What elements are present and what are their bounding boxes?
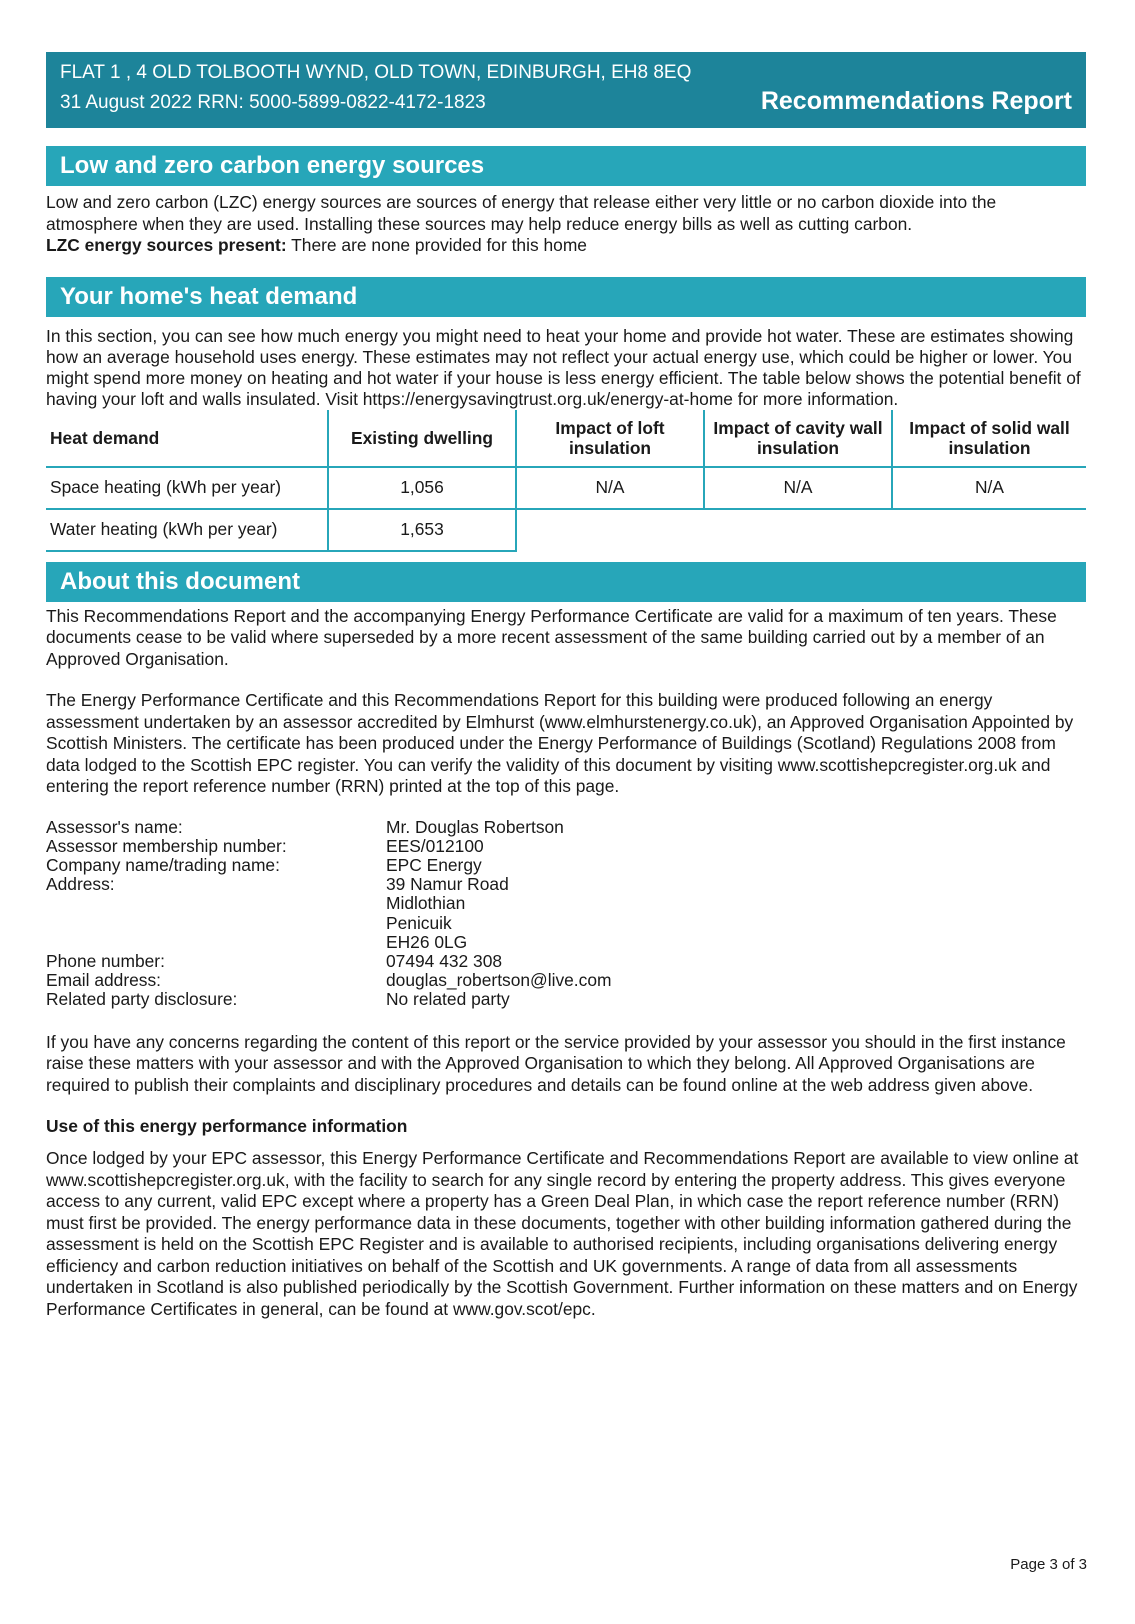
about-para-assessment: The Energy Performance Certificate and this Recommendations Report for this building were produced following an energy assessment undertaken by an assessor accredited by Elmhurst (www.elmhurstenergy.co.uk), an Approved Organisation Appointed by Scottish Ministers. The certificate has been produced under the Energy Performance of Buildings (Scotland) Regulations 2008 from data lodged to the Scottish EPC register. You can verify the validity of this document by visiting www.scottishepcregister.org.uk and entering the report reference number (RRN) printed at the top of this page. (46, 690, 1074, 796)
assessor-details (46, 818, 1086, 1010)
address-line: Penicuik (386, 912, 452, 933)
report-title: Recommendations Report (760, 87, 1072, 115)
disclosure-label: Related party disclosure: (46, 989, 238, 1010)
lzc-body: Low and zero carbon (LZC) energy sources are sources of energy that release either very little or no carbon dioxide into the atmosphere when they are used. Installing these sources may help reduce energy bills as well as cutting carbon. (46, 192, 997, 234)
table-header-cell: Heat demand (46, 410, 328, 467)
phone-label: Phone number: (46, 950, 165, 971)
lzc-present-value: There are none provided for this home (286, 235, 587, 255)
table-cell: N/A (704, 467, 892, 509)
email-label: Email address: (46, 970, 162, 991)
phone-number: 07494 432 308 (386, 950, 503, 971)
lzc-heading: Low and zero carbon energy sources (46, 146, 1086, 186)
table-header-cell: Impact of cavity wall insulation (704, 410, 892, 467)
table-header-cell: Impact of solid wall insulation (892, 410, 1086, 467)
date-rrn: 31 August 2022 RRN: 5000-5899-0822-4172-1823 (60, 92, 486, 113)
heat-body: In this section, you can see how much energy you might need to heat your home and provide hot water. These are estimates showing how an average household uses energy. These estimates may not reflect your actual energy use, which could be higher or lower. You might spend more money on heating and hot water if your house is less energy efficient. The table below shows the potential benefit of having your loft and walls insulated. Visit https://energysavingtrust.org.uk/energy-at-home for more information. (46, 325, 1081, 409)
address-line: 39 Namur Road (386, 874, 509, 895)
heat-heading: Your home's heat demand (46, 277, 1086, 317)
use-heading: Use of this energy performance information (46, 1116, 408, 1137)
table-cell: N/A (892, 467, 1086, 509)
table-header-cell: Existing dwelling (328, 410, 516, 467)
membership-label: Assessor membership number: (46, 835, 287, 856)
company-label: Company name/trading name: (46, 854, 280, 875)
disclosure-value: No related party (386, 989, 510, 1010)
table-row (46, 467, 1086, 509)
table-cell: Space heating (kWh per year) (46, 467, 328, 509)
membership-number: EES/012100 (386, 835, 484, 856)
about-para-concerns: If you have any concerns regarding the content of this report or the service provided by your assessor you should in the first instance raise these matters with your assessor and with the Approved Organisation to which they belong. All Approved Organisations are required to publish their complaints and disciplinary procedures and details can be found online at the web address given above. (46, 1031, 1066, 1095)
lzc-present (46, 235, 1086, 257)
email-address: douglas_robertson@live.com (386, 970, 612, 991)
about-para-validity: This Recommendations Report and the accompanying Energy Performance Certificate are valid for a maximum of ten years. These documents cease to be valid where superseded by a more recent assessment of the same building carried out by a member of an Approved Organisation. (46, 605, 1057, 669)
table-empty-cell (516, 509, 1086, 551)
report-page (46, 52, 1086, 1320)
lzc-present-label: LZC energy sources present: (46, 235, 287, 255)
report-header (46, 52, 1086, 128)
company-name: EPC Energy (386, 854, 482, 875)
table-row (46, 509, 1086, 551)
table-header-cell: Impact of loft insulation (516, 410, 704, 467)
heat-demand-table (46, 410, 1086, 552)
assessor-name-label: Assessor's name: (46, 816, 183, 837)
assessor-name: Mr. Douglas Robertson (386, 816, 564, 837)
address-label: Address: (46, 874, 115, 895)
table-cell: N/A (516, 467, 704, 509)
table-cell: 1,653 (328, 509, 516, 551)
table-header-row (46, 410, 1086, 467)
page-number: Page 3 of 3 (1010, 1556, 1087, 1573)
address-line: EH26 0LG (386, 931, 468, 952)
about-heading: About this document (46, 562, 1086, 602)
table-cell: Water heating (kWh per year) (46, 509, 328, 551)
table-cell: 1,056 (328, 467, 516, 509)
about-para-use: Once lodged by your EPC assessor, this Energy Performance Certificate and Recommendations Report are available to view online at www.scottishepcregister.org.uk, with the facility to search for any single record by entering the property address. This gives everyone access to any current, valid EPC except where a property has a Green Deal Plan, in which case the report reference number (RRN) must first be provided. The energy performance data in these documents, together with other building information gathered during the assessment is held on the Scottish EPC Register and is available to authorised recipients, including organisations delivering energy efficiency and carbon reduction initiatives on behalf of the Scottish and UK governments. A range of data from all assessments undertaken in Scotland is also published periodically by the Scottish Government. Further information on these matters and on Energy Performance Certificates in general, can be found at www.gov.scot/epc. (46, 1148, 1079, 1319)
property-address: FLAT 1 , 4 OLD TOLBOOTH WYND, OLD TOWN, EDINBURGH, EH8 8EQ (60, 62, 692, 83)
address-line: Midlothian (386, 893, 466, 914)
